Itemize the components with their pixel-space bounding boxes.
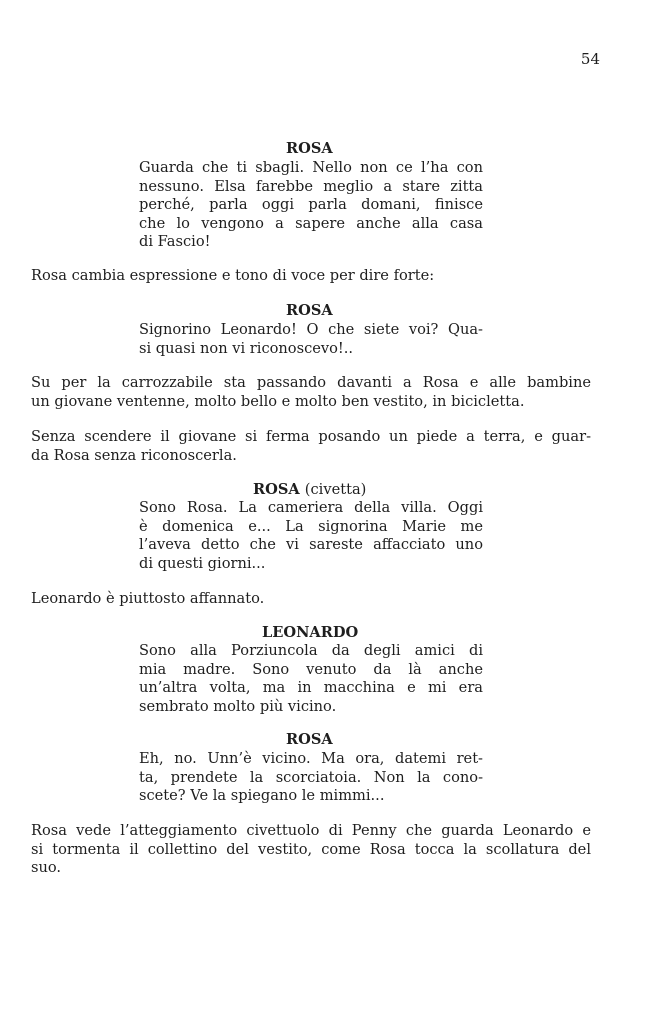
action-line: Rosa cambia espressione e tono di voce per dire forte: <box>31 267 435 284</box>
action-line: un giovane ventenne, molto bello e molto ben vestito, in bicicletta. <box>31 392 525 410</box>
dialogue-text <box>139 750 483 806</box>
stage-direction <box>31 822 591 878</box>
action-line: si tormenta il collettino del vestito, come Rosa tocca la scollatura del <box>31 840 591 858</box>
stage-direction <box>31 267 591 286</box>
action-line: Leonardo è piuttosto affannato. <box>31 590 265 607</box>
dialogue-line: Signorino Leonardo! O che siete voi? Qua- <box>139 321 483 338</box>
stage-direction <box>31 374 591 411</box>
action-line: suo. <box>31 859 62 877</box>
action-line: Rosa vede l’atteggiamento civettuolo di Penny che guarda Leonardo e <box>31 822 591 839</box>
speaker-name: ROSA <box>286 731 333 748</box>
dialogue-line: Sono alla Porziuncola da degli amici di <box>139 642 483 659</box>
parenthetical: (civetta) <box>304 481 367 498</box>
speaker-name: ROSA <box>286 302 333 319</box>
dialogue-line: si quasi non vi riconoscevo!.. <box>139 339 354 357</box>
action-line: Senza scendere il giovane si ferma posando un piede a terra, e guar- <box>31 428 591 445</box>
dialogue-text <box>139 321 483 358</box>
dialogue-line: di questi giorni... <box>139 554 266 572</box>
speaker-name: ROSA <box>286 140 333 157</box>
speaker-name: LEONARDO <box>262 624 359 641</box>
stage-direction <box>31 590 591 609</box>
dialogue-line: perché, parla oggi parla domani, finisce <box>139 196 483 214</box>
dialogue-line: nessuno. Elsa farebbe meglio a stare zitta <box>139 177 483 195</box>
speaker-name <box>253 481 366 500</box>
dialogue-line: sembrato molto più vicino. <box>139 697 337 715</box>
dialogue-line: scete? Ve la spiegano le mimmi... <box>139 787 385 805</box>
dialogue-line: un’altra volta, ma in macchina e mi era <box>139 679 483 697</box>
dialogue-line: l’aveva detto che vi sareste affacciato uno <box>139 536 483 554</box>
speaker-label: ROSA <box>253 481 300 498</box>
dialogue-line: mia madre. Sono venuto da là anche <box>139 660 483 678</box>
page-number: 54 <box>580 50 600 68</box>
action-line: da Rosa senza riconoscerla. <box>31 446 237 464</box>
dialogue-text <box>139 642 483 716</box>
dialogue-line: di Fascio! <box>139 233 211 251</box>
dialogue-line: che lo vengono a sapere anche alla casa <box>139 214 483 232</box>
action-line: Su per la carrozzabile sta passando davanti a Rosa e alle bambine <box>31 374 591 391</box>
dialogue-line: ta, prendete la scorciatoia. Non la cono- <box>139 768 483 786</box>
dialogue-line: Eh, no. Unn’è vicino. Ma ora, datemi ret- <box>139 750 483 767</box>
dialogue-text <box>139 159 483 252</box>
stage-direction <box>31 428 591 465</box>
dialogue-line: Sono Rosa. La cameriera della villa. Oggi <box>139 499 483 516</box>
dialogue-text <box>139 499 483 573</box>
dialogue-line: Guarda che ti sbagli. Nello non ce l’ha con <box>139 159 483 176</box>
dialogue-line: è domenica e... La signorina Marie me <box>139 517 483 535</box>
